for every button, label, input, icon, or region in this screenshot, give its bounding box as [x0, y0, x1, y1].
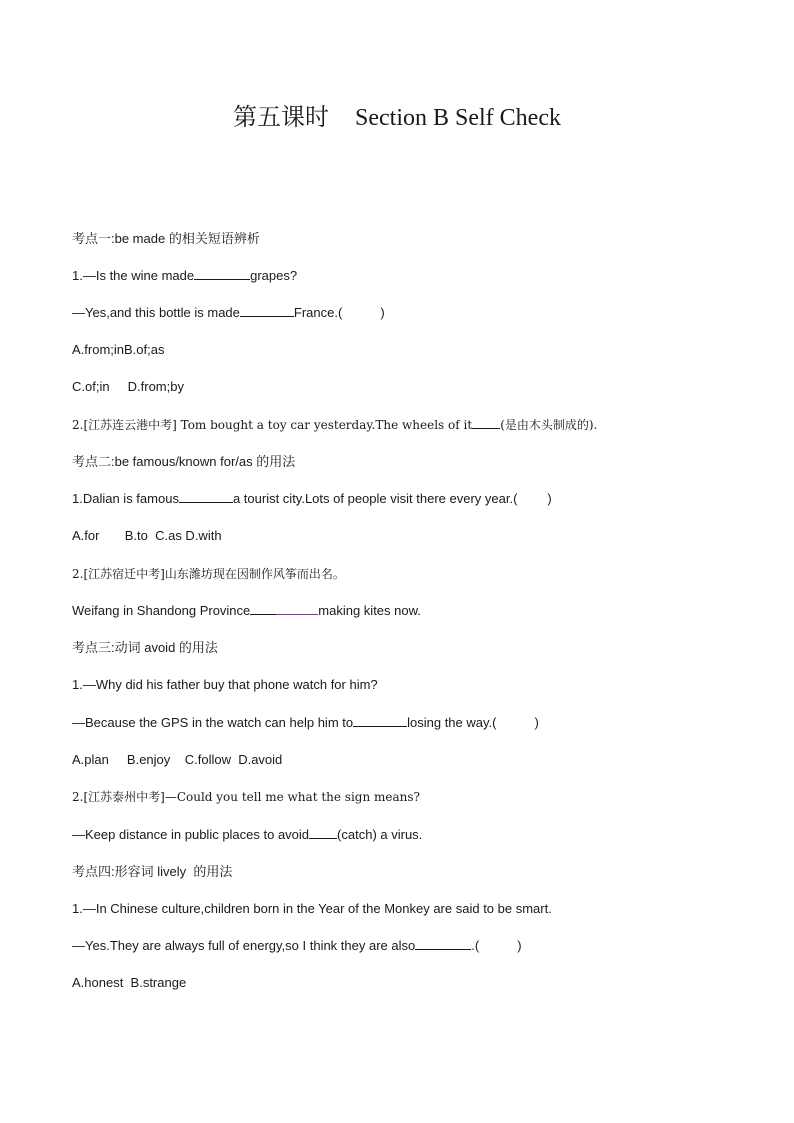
text: —Because the GPS in the watch can help him to [72, 715, 354, 730]
section-heading-1: 考点一:be made 的相关短语辨析 [72, 231, 260, 246]
answer-blank[interactable] [353, 714, 407, 727]
title-english: Section B Self Check [355, 105, 561, 131]
options-3-1: A.plan B.enjoy C.follow D.avoid [72, 752, 283, 767]
text: —Yes,and this bottle is made [72, 305, 240, 320]
answer-blank[interactable] [309, 826, 337, 839]
text: ) [534, 715, 539, 730]
answer-blank[interactable] [415, 937, 471, 950]
text: 1.—Is the wine made [72, 268, 195, 283]
text: 1.Dalian is famous [72, 491, 179, 506]
question-3-1-line-2 [72, 713, 539, 733]
question-3-1-line-1: 1.—Why did his father buy that phone watch for him? [72, 677, 378, 692]
question-4-1-line-2 [72, 936, 522, 956]
question-4-1-line-1: 1.—In Chinese culture,children born in the Year of the Monkey are said to be smart. [72, 901, 552, 916]
options-1-1b: C.of;in D.from;by [72, 379, 184, 394]
text: France.( [293, 305, 343, 320]
section-heading-3: 考点三:动词 avoid 的用法 [72, 640, 218, 655]
options-4-1: A.honest B.strange [72, 975, 187, 990]
answer-blank[interactable] [250, 602, 276, 615]
section-heading-2: 考点二:be famous/known for/as 的用法 [72, 454, 296, 469]
options-2-1: A.for B.to C.as D.with [72, 528, 222, 543]
text: making kites now. [318, 603, 421, 618]
text: grapes? [250, 268, 298, 283]
question-2-2 [72, 601, 421, 621]
text: —Yes.They are always full of energy,so I think they are also [72, 938, 416, 953]
answer-blank[interactable] [472, 416, 500, 429]
text: (catch) a virus. [337, 827, 423, 842]
question-2-1 [72, 489, 552, 509]
options-1-1a: A.from;inB.of;as [72, 342, 165, 357]
text: a tourist city.Lots of people visit there every year.( [232, 491, 518, 506]
question-1-1-line-2 [72, 303, 385, 323]
question-3-2-line-2 [72, 825, 422, 845]
question-1-2 [72, 415, 597, 435]
title-chinese: 第五课时 [233, 105, 330, 131]
section-heading-4: 考点四:形容词 lively 的用法 [72, 864, 233, 879]
text: (是由木头制成的). [500, 418, 598, 432]
text: 2.[江苏连云港中考] Tom bought a toy car yesterday.The wheels of it [72, 418, 473, 432]
text: —Keep distance in public places to avoid [72, 827, 310, 842]
answer-blank[interactable] [194, 267, 250, 280]
text: Weifang in Shandong Province [72, 603, 251, 618]
text: ) [517, 938, 522, 953]
answer-blank[interactable] [240, 304, 294, 317]
question-2-2-prompt: 2.[江苏宿迁中考]山东潍坊现在因制作风筝而出名。 [72, 567, 345, 581]
text: ) [380, 305, 385, 320]
question-1-1-line-1 [72, 266, 297, 286]
answer-blank[interactable] [179, 490, 233, 503]
text: losing the way.( [407, 715, 497, 730]
page-title [0, 100, 794, 136]
question-3-2-line-1: 2.[江苏泰州中考]—Could you tell me what the sign means? [72, 790, 420, 804]
text: .( [471, 938, 480, 953]
answer-blank[interactable] [276, 602, 318, 615]
text: ) [547, 491, 552, 506]
